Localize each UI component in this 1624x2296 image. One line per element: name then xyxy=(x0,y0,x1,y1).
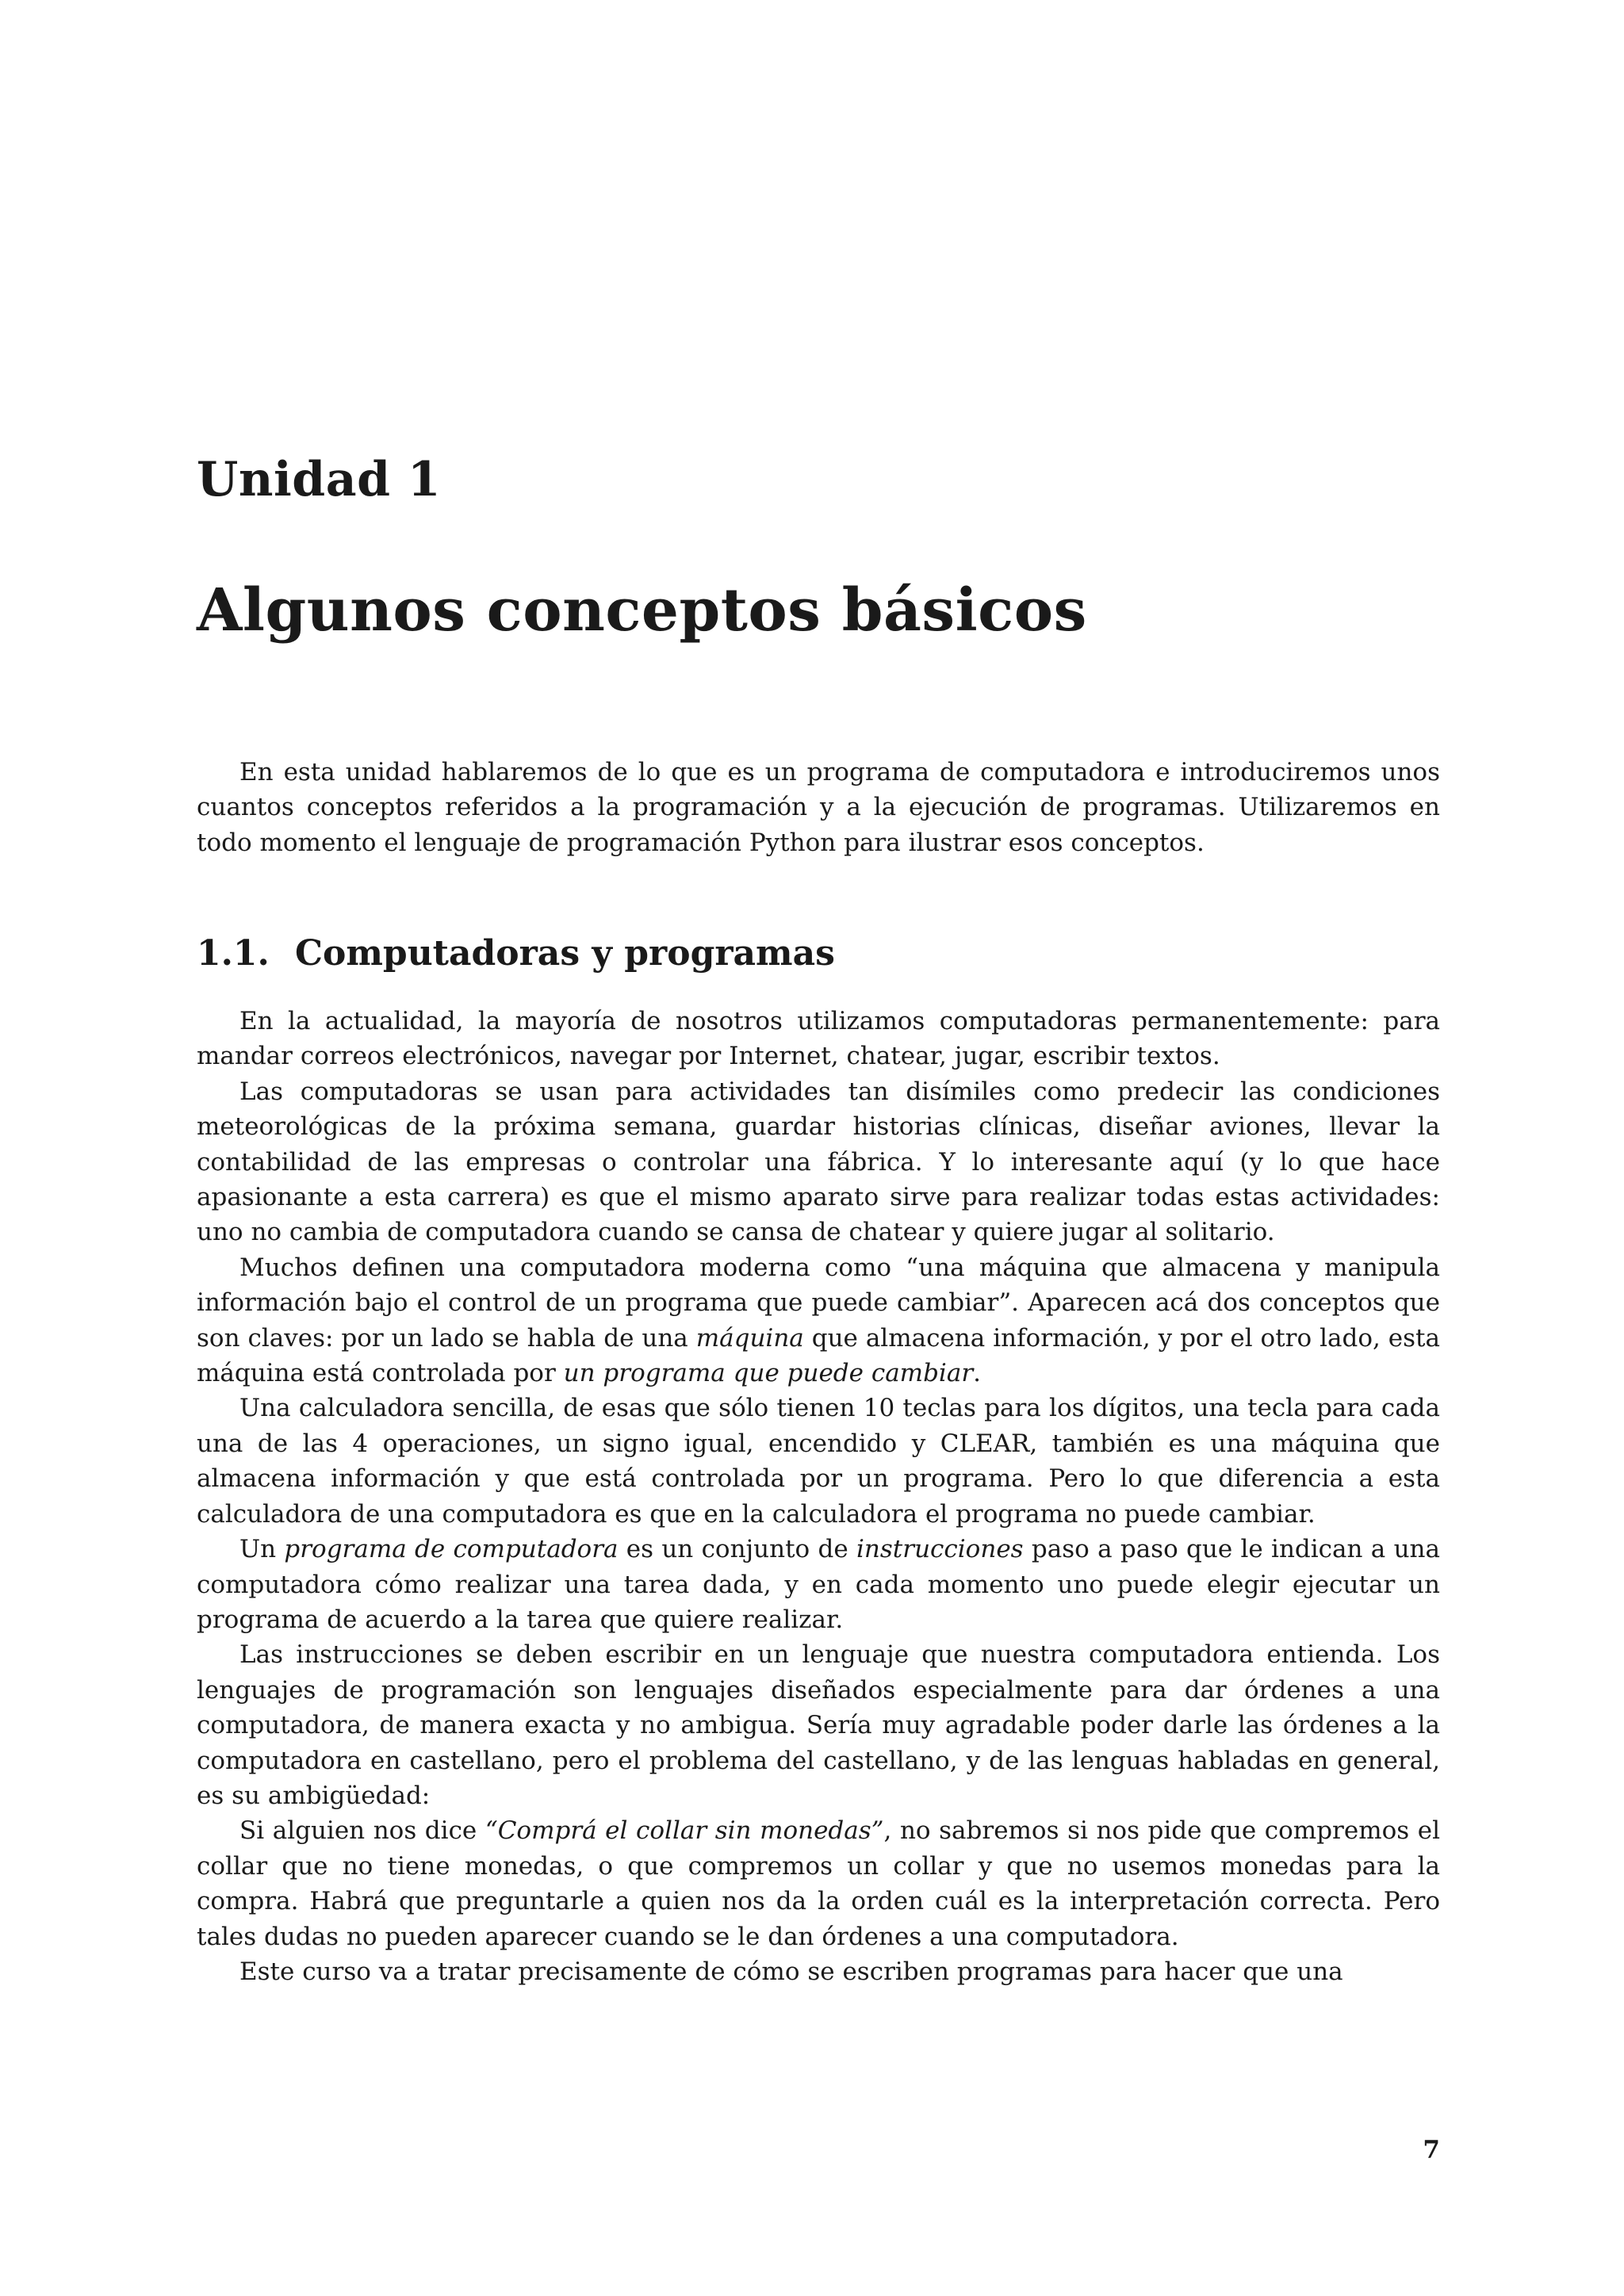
paragraph-text: Si alguien nos dice xyxy=(239,1816,485,1846)
paragraph: Una calculadora sencilla, de esas que sólo tienen 10 teclas para los dígitos, una tecla para cada una de las 4 operaciones, un signo igual, encendido y CLEAR, también es una máquina que almacena información y que está controlada por un programa. Pero lo que diferencia a esta calculadora de una computadora es que en la calculadora el programa no puede cambiar. xyxy=(197,1394,1440,1529)
unit-title: Algunos conceptos básicos xyxy=(197,576,1087,645)
unit-label: Unidad 1 xyxy=(197,452,442,507)
paragraph: Las computadoras se usan para actividades tan disímiles como predecir las condiciones meteorológicas de la próxima semana, guardar historias clínicas, diseñar aviones, llevar la contabilidad de las empresas o controlar una fábrica. Y lo interesante aquí (y lo que hace apasionante a esta carrera) es que el mismo aparato sirve para realizar todas estas actividades: uno no cambia de computadora cuando se cansa de chatear y quiere jugar al solitario. xyxy=(197,1077,1440,1247)
paragraph: En la actualidad, la mayoría de nosotros utilizamos computadoras permanentemente: para mandar correos electrónicos, navegar por Internet, chatear, jugar, escribir textos. xyxy=(197,1007,1440,1071)
paragraph xyxy=(197,1532,1440,1637)
paragraph: Este curso va a tratar precisamente de cómo se escriben programas para hacer que una xyxy=(239,1957,1343,1986)
intro-block xyxy=(197,755,1440,860)
emphasis-instrucciones: instrucciones xyxy=(856,1535,1024,1564)
emphasis-maquina: máquina xyxy=(695,1323,804,1353)
section-heading xyxy=(197,928,835,980)
paragraph xyxy=(197,1813,1440,1954)
paragraph-text: . xyxy=(973,1359,981,1388)
paragraph: Las instrucciones se deben escribir en un lenguaje que nuestra computadora entienda. Los lenguajes de programación son lenguajes diseñados especialmente para dar órdenes a una computadora, de manera exacta y no ambigua. Sería muy agradable poder darle las órdenes a la computadora en castellano, pero el problema del castellano, y de las lenguas habladas en general, es su ambigüedad: xyxy=(197,1640,1440,1810)
paragraph-text: Muchos definen una computadora moderna como “una máquina que almacena y manipula información bajo el control de un programa que puede cambiar”. Aparecen acá dos conceptos que son claves: por un lado se habla de una xyxy=(197,1253,1440,1353)
emphasis-programa-de-computadora: programa de computadora xyxy=(284,1535,619,1564)
emphasis-quote: “Comprá el collar sin monedas” xyxy=(485,1816,884,1846)
section-body xyxy=(197,1004,1440,1989)
paragraph-text: Un xyxy=(239,1535,285,1564)
paragraph-text: que almacena información, y por el otro lado, esta máquina está controlada por xyxy=(197,1323,1440,1388)
emphasis-programa: un programa que puede cambiar xyxy=(563,1359,974,1388)
section-title: Computadoras y programas xyxy=(295,933,835,974)
paragraph-text: es un conjunto de xyxy=(618,1535,857,1564)
paragraph-text: paso a paso que le indican a una computadora cómo realizar una tarea dada, y en cada momento uno puede elegir ejecutar un programa de acuerdo a la tarea que quiere realizar. xyxy=(197,1535,1440,1634)
intro-paragraph: En esta unidad hablaremos de lo que es un programa de computadora e introduciremos unos cuantos conceptos referidos a la programación y a la ejecución de programas. Utilizaremos en todo momento el lenguaje de programación Python para ilustrar esos conceptos. xyxy=(197,758,1440,857)
paragraph-text: , no sabremos si nos pide que compremos el collar que no tiene monedas, o que compremos un collar y que no usemos monedas para la compra. Habrá que preguntarle a quien nos da la orden cuál es la interpretación correcta. Pero tales dudas no pueden aparecer cuando se le dan órdenes a una computadora. xyxy=(197,1816,1440,1951)
paragraph xyxy=(197,1250,1440,1391)
document-page xyxy=(197,0,1440,2296)
page-number: 7 xyxy=(1423,2136,1440,2164)
section-number: 1.1. xyxy=(197,933,270,974)
